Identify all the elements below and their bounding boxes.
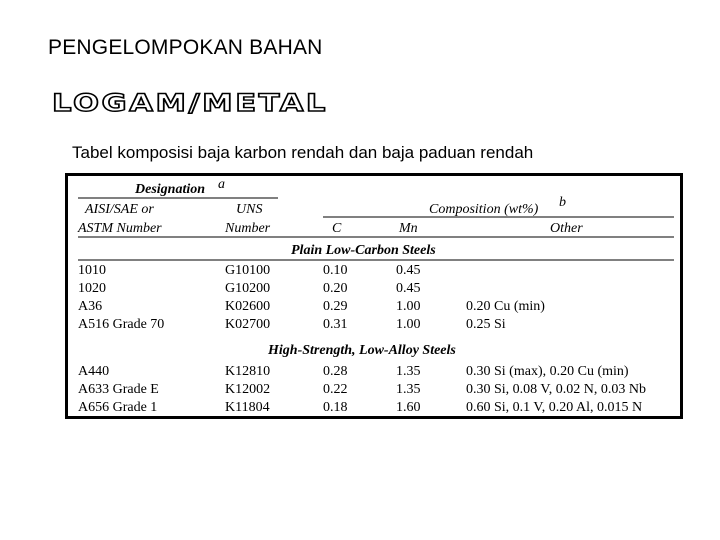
col-mn-header: Mn: [399, 221, 418, 236]
table-row: [78, 317, 506, 332]
cell-mn: 1.35: [396, 382, 421, 397]
table-row: [78, 382, 646, 397]
cell-c: 0.29: [323, 299, 348, 314]
cell-mn: 1.35: [396, 364, 421, 379]
cell-other: 0.30 Si, 0.08 V, 0.02 N, 0.03 Nb: [466, 382, 646, 397]
cell-uns: K12810: [225, 364, 271, 379]
table-row: [78, 400, 642, 415]
cell-aisi: A36: [78, 299, 103, 314]
cell-uns: K11804: [225, 400, 270, 415]
cell-mn: 1.00: [396, 317, 421, 332]
hsla-steel-rows: [78, 364, 646, 415]
table-row: [78, 299, 545, 314]
cell-mn: 0.45: [396, 263, 421, 278]
cell-mn: 1.60: [396, 400, 421, 415]
composition-header: Composition (wt%): [429, 202, 539, 217]
cell-uns: G10200: [225, 281, 271, 296]
cell-aisi: A440: [78, 364, 110, 379]
cell-c: 0.18: [323, 400, 348, 415]
cell-uns: K02700: [225, 317, 271, 332]
outline-heading: [52, 90, 342, 125]
designation-sup: a: [218, 177, 225, 192]
cell-c: 0.28: [323, 364, 348, 379]
cell-mn: 0.45: [396, 281, 421, 296]
table-row: [78, 281, 421, 296]
cell-c: 0.22: [323, 382, 348, 397]
composition-table: [65, 173, 683, 419]
col-other-header: Other: [550, 221, 583, 236]
cell-c: 0.31: [323, 317, 348, 332]
cell-aisi: 1020: [78, 281, 106, 296]
slide-title: PENGELOMPOKAN BAHAN: [48, 36, 323, 59]
table-row: [78, 364, 629, 379]
cell-uns: K02600: [225, 299, 271, 314]
uns-header-1: UNS: [236, 202, 263, 217]
col-c-header: C: [332, 221, 342, 236]
heading-text: LOGAM/METAL: [52, 90, 328, 117]
cell-mn: 1.00: [396, 299, 421, 314]
cell-other: 0.30 Si (max), 0.20 Cu (min): [466, 364, 629, 379]
cell-c: 0.10: [323, 263, 348, 278]
cell-other: 0.20 Cu (min): [466, 299, 545, 314]
cell-aisi: A656 Grade 1: [78, 400, 158, 415]
cell-aisi: A516 Grade 70: [78, 317, 165, 332]
cell-aisi: 1010: [78, 263, 106, 278]
cell-other: 0.25 Si: [466, 317, 506, 332]
section-hsla: High-Strength, Low-Alloy Steels: [268, 343, 456, 358]
cell-aisi: A633 Grade E: [78, 382, 159, 397]
cell-uns: K12002: [225, 382, 271, 397]
aisi-header-2: ASTM Number: [78, 221, 162, 236]
cell-uns: G10100: [225, 263, 271, 278]
section-plain-low-carbon: Plain Low-Carbon Steels: [291, 243, 436, 258]
cell-other: 0.60 Si, 0.1 V, 0.20 Al, 0.015 N: [466, 400, 643, 415]
designation-header: Designation: [135, 182, 206, 197]
uns-header-2: Number: [225, 221, 271, 236]
cell-c: 0.20: [323, 281, 348, 296]
table-row: [78, 263, 421, 278]
plain-steel-rows: [78, 263, 545, 332]
table-caption: Tabel komposisi baja karbon rendah dan baja paduan rendah: [72, 143, 534, 162]
composition-sup: b: [559, 195, 566, 210]
aisi-header-1: AISI/SAE or: [85, 202, 154, 217]
